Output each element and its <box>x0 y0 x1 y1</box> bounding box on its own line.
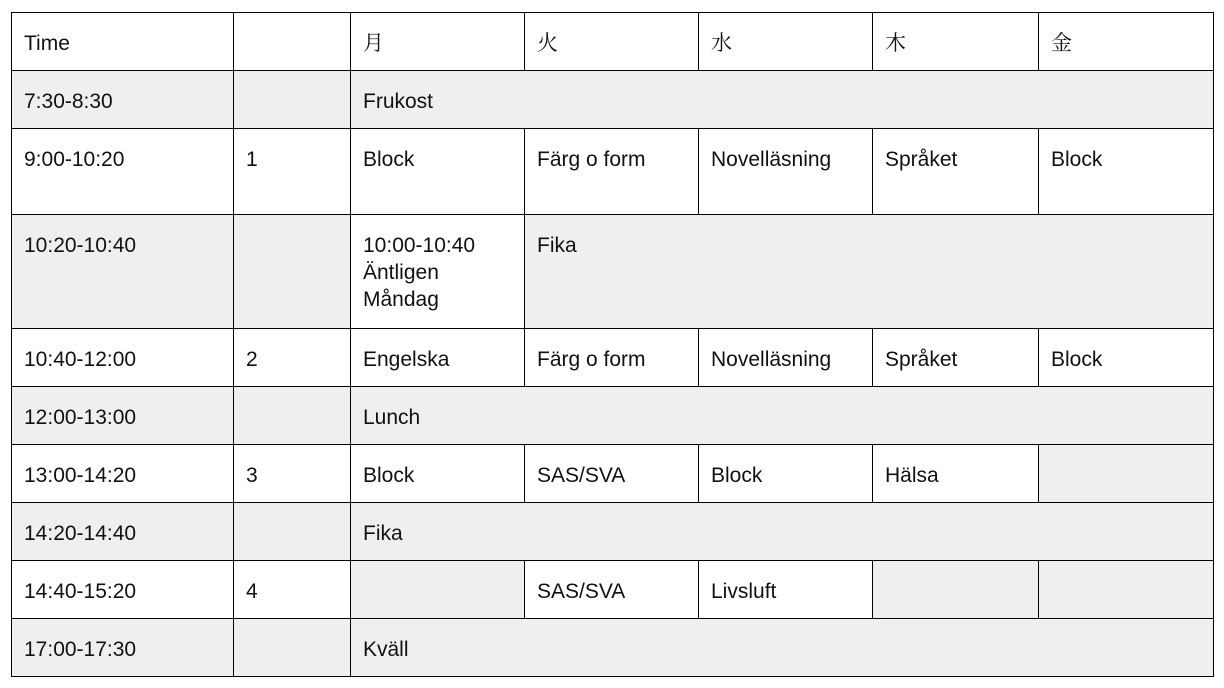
time-cell: 10:20-10:40 <box>12 215 234 329</box>
span-cell-lunch: Lunch <box>351 387 1214 445</box>
period-cell <box>234 387 351 445</box>
time-cell: 9:00-10:20 <box>12 129 234 215</box>
lesson-cell-thu: Språket <box>873 129 1039 215</box>
lesson-cell-tue: Färg o form <box>525 129 699 215</box>
monday-special-time: 10:00-10:40 <box>363 234 476 257</box>
schedule-table <box>11 12 1214 677</box>
period-cell: 1 <box>234 129 351 215</box>
time-cell: 14:20-14:40 <box>12 503 234 561</box>
span-cell-frukost: Frukost <box>351 71 1214 129</box>
row-breakfast <box>12 71 1214 129</box>
time-cell: 17:00-17:30 <box>12 619 234 677</box>
lesson-cell-mon <box>351 561 525 619</box>
lesson-cell-fri: Block <box>1039 129 1214 215</box>
lesson-cell-fri: Block <box>1039 329 1214 387</box>
row-period-1 <box>12 129 1214 215</box>
row-period-4 <box>12 561 1214 619</box>
header-day-mon: 月 <box>351 13 525 71</box>
lesson-cell-thu: Språket <box>873 329 1039 387</box>
period-cell <box>234 503 351 561</box>
lesson-cell-fri <box>1039 561 1214 619</box>
lesson-cell-fri <box>1039 445 1214 503</box>
row-period-3 <box>12 445 1214 503</box>
lesson-cell-wed: Novelläsning <box>699 329 873 387</box>
lesson-cell-wed: Novelläsning <box>699 129 873 215</box>
lesson-cell-tue: SAS/SVA <box>525 445 699 503</box>
period-cell <box>234 619 351 677</box>
lesson-cell-thu: Hälsa <box>873 445 1039 503</box>
lesson-cell-mon: Engelska <box>351 329 525 387</box>
lesson-cell-mon: Block <box>351 445 525 503</box>
header-period-cell <box>234 13 351 71</box>
monday-special-cell <box>351 215 525 329</box>
period-cell <box>234 71 351 129</box>
time-cell: 10:40-12:00 <box>12 329 234 387</box>
time-cell: 14:40-15:20 <box>12 561 234 619</box>
span-cell-fika: Fika <box>525 215 1214 329</box>
time-cell: 13:00-14:20 <box>12 445 234 503</box>
lesson-cell-tue: Färg o form <box>525 329 699 387</box>
monday-special-line2: Äntligen <box>363 261 439 284</box>
span-cell-kvall: Kväll <box>351 619 1214 677</box>
row-fika-afternoon <box>12 503 1214 561</box>
row-evening <box>12 619 1214 677</box>
row-period-2 <box>12 329 1214 387</box>
header-row <box>12 13 1214 71</box>
header-day-wed: 水 <box>699 13 873 71</box>
period-cell: 2 <box>234 329 351 387</box>
header-day-tue: 火 <box>525 13 699 71</box>
lesson-cell-tue: SAS/SVA <box>525 561 699 619</box>
header-time-cell: Time <box>12 13 234 71</box>
lesson-cell-mon: Block <box>351 129 525 215</box>
period-cell <box>234 215 351 329</box>
period-cell: 3 <box>234 445 351 503</box>
header-day-thu: 木 <box>873 13 1039 71</box>
lesson-cell-wed: Block <box>699 445 873 503</box>
period-cell: 4 <box>234 561 351 619</box>
span-cell-fika: Fika <box>351 503 1214 561</box>
lesson-cell-wed: Livsluft <box>699 561 873 619</box>
lesson-cell-thu <box>873 561 1039 619</box>
row-lunch <box>12 387 1214 445</box>
header-day-fri: 金 <box>1039 13 1214 71</box>
time-cell: 12:00-13:00 <box>12 387 234 445</box>
time-cell: 7:30-8:30 <box>12 71 234 129</box>
row-fika-morning <box>12 215 1214 329</box>
monday-special-line3: Måndag <box>363 288 439 311</box>
